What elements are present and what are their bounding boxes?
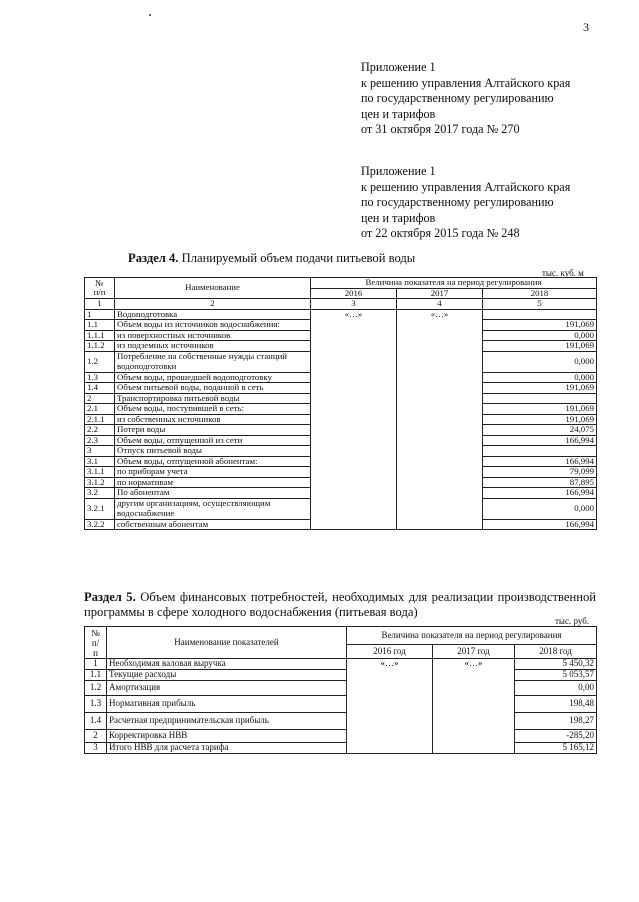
row-value-2018: 0,000 — [483, 330, 597, 341]
row-value-2018: 5 450,32 — [515, 659, 597, 670]
appendix-line: Приложение 1 — [361, 60, 436, 74]
row-name: Потребление на собственные нужды станций водоподготовки — [115, 351, 311, 372]
table-row — [85, 713, 597, 730]
row-name: Потери воды — [115, 425, 311, 436]
section5-title-number: Раздел 5. — [84, 590, 136, 604]
appendix-line: от 31 октября 2017 года № 270 — [361, 122, 520, 137]
section5-title-text: Объем финансовых потребностей, необходимых для реализации производственной программы в сфере холодного водоснабжения (питьевая вода) — [84, 590, 596, 619]
row-name: Амортизация — [107, 681, 347, 696]
row-num: 2.3 — [85, 435, 115, 446]
row-name: из поверхностных источников — [115, 330, 311, 341]
col-header-year: 2017 год — [433, 645, 515, 659]
appendix-line: цен и тарифов — [361, 210, 436, 225]
page-number: 3 — [583, 20, 589, 34]
row-name: из подземных источников — [115, 341, 311, 352]
row-value-2018: 166,994 — [483, 519, 597, 530]
row-value-2018 — [483, 393, 597, 404]
row-value-2018: 24,075 — [483, 425, 597, 436]
row-num: 3.1 — [85, 456, 115, 467]
row-name: Объем воды, отпущенной из сети — [115, 435, 311, 446]
row-value-2018: 0,00 — [515, 681, 597, 696]
row-value-2018: 166,994 — [483, 488, 597, 499]
row-num: 2 — [85, 730, 107, 743]
appendix-line: к решению управления Алтайского края — [361, 75, 571, 90]
row-value-2018: 5 053,57 — [515, 670, 597, 681]
row-num: 2.2 — [85, 425, 115, 436]
row-value-2018: 5 165,12 — [515, 743, 597, 754]
row-name: Необходимая валовая выручка — [107, 659, 347, 670]
row-name: Объем воды, прошедшей водоподготовку — [115, 372, 311, 383]
row-name: другим организациям, осуществляющим водоснабжение — [115, 498, 311, 519]
row-num: 1.1 — [85, 670, 107, 681]
value-2016-placeholder: «…» — [311, 309, 397, 530]
row-num: 1.3 — [85, 372, 115, 383]
row-name: Расчетная предпринимательская прибыль — [107, 713, 347, 730]
row-value-2018: 191,069 — [483, 383, 597, 394]
section4-title-text: Планируемый объем подачи питьевой воды — [178, 251, 416, 265]
row-value-2018: 0,000 — [483, 372, 597, 383]
row-value-2018: 79,099 — [483, 467, 597, 478]
col-header-year: 2016 — [311, 288, 397, 299]
row-value-2018: 198,27 — [515, 713, 597, 730]
row-num: 1 — [85, 659, 107, 670]
col-number: 5 — [483, 299, 597, 310]
row-num: 3.1.1 — [85, 467, 115, 478]
appendix-line: Приложение 1 — [361, 164, 436, 178]
row-value-2018: 191,069 — [483, 341, 597, 352]
row-value-2018: -285,20 — [515, 730, 597, 743]
row-num: 2.1.1 — [85, 414, 115, 425]
row-num: 3.2.2 — [85, 519, 115, 530]
col-header-num: № п/п — [85, 278, 115, 299]
row-name: по приборам учета — [115, 467, 311, 478]
appendix-line: к решению управления Алтайского края — [361, 179, 571, 194]
table-row — [85, 309, 597, 320]
row-num: 1.4 — [85, 713, 107, 730]
row-value-2018: 191,069 — [483, 404, 597, 415]
row-name: Итого НВВ для расчета тарифа — [107, 743, 347, 754]
row-num: 3.1.2 — [85, 477, 115, 488]
scan-speck — [149, 14, 151, 16]
col-number: 3 — [311, 299, 397, 310]
col-header-year: 2017 — [397, 288, 483, 299]
col-number: 2 — [115, 299, 311, 310]
row-name: по нормативам — [115, 477, 311, 488]
col-header-year: 2016 год — [347, 645, 433, 659]
appendix-line: по государственному регулированию — [361, 195, 554, 210]
row-num: 1 — [85, 309, 115, 320]
row-value-2018: 198,48 — [515, 696, 597, 713]
row-value-2018: 87,895 — [483, 477, 597, 488]
section4-title-number: Раздел 4. — [128, 251, 179, 265]
col-header-name: Наименование — [115, 278, 311, 299]
row-name: Отпуск питьевой воды — [115, 446, 311, 457]
row-name: Объем воды из источников водоснабжения: — [115, 320, 311, 331]
row-name: собственным абонентам — [115, 519, 311, 530]
row-name: По абонентам — [115, 488, 311, 499]
row-value-2018: 166,994 — [483, 435, 597, 446]
row-name: из собственных источников — [115, 414, 311, 425]
row-name: Водоподготовка — [115, 309, 311, 320]
row-num: 3 — [85, 446, 115, 457]
section5-unit: тыс. руб. — [555, 616, 590, 626]
row-name: Текущие расходы — [107, 670, 347, 681]
table-row — [85, 730, 597, 743]
section5-table — [84, 626, 597, 754]
row-num: 3.2.1 — [85, 498, 115, 519]
row-value-2018: 191,069 — [483, 414, 597, 425]
value-2016-placeholder: «…» — [347, 659, 433, 754]
row-num: 1.1 — [85, 320, 115, 331]
table-row — [85, 670, 597, 681]
row-value-2018: 166,994 — [483, 456, 597, 467]
row-name: Корректировка НВВ — [107, 730, 347, 743]
row-value-2018: 0,000 — [483, 351, 597, 372]
section4-unit: тыс. куб. м — [542, 268, 584, 278]
row-value-2018: 191,069 — [483, 320, 597, 331]
row-num: 1.4 — [85, 383, 115, 394]
row-num: 3.2 — [85, 488, 115, 499]
row-value-2018 — [483, 309, 597, 320]
row-name: Нормативная прибыль — [107, 696, 347, 713]
section4-title — [128, 251, 415, 266]
row-num: 2 — [85, 393, 115, 404]
appendix-block-2015 — [361, 164, 570, 242]
row-value-2018: 0,000 — [483, 498, 597, 519]
table-row — [85, 681, 597, 696]
row-value-2018 — [483, 446, 597, 457]
row-name: Объем питьевой воды, поданной в сеть — [115, 383, 311, 394]
value-2017-placeholder: «…» — [397, 309, 483, 530]
col-header-name: Наименование показателей — [107, 627, 347, 659]
appendix-line: по государственному регулированию — [361, 91, 554, 106]
table-row — [85, 696, 597, 713]
value-2017-placeholder: «…» — [433, 659, 515, 754]
col-header-num: № п/ п — [85, 627, 107, 659]
row-num: 1.2 — [85, 351, 115, 372]
appendix-line: цен и тарифов — [361, 106, 436, 121]
col-header-period: Величина показателя на период регулирования — [311, 278, 597, 289]
table-row — [85, 743, 597, 754]
row-num: 1.1.1 — [85, 330, 115, 341]
table-row — [85, 659, 597, 670]
row-name: Объем воды, отпущенной абонентам: — [115, 456, 311, 467]
col-number: 4 — [397, 299, 483, 310]
appendix-block-2017 — [361, 60, 570, 138]
col-number: 1 — [85, 299, 115, 310]
col-header-year: 2018 год — [515, 645, 597, 659]
appendix-line: от 22 октября 2015 года № 248 — [361, 226, 520, 241]
row-num: 1.1.2 — [85, 341, 115, 352]
row-num: 3 — [85, 743, 107, 754]
row-name: Транспортировка питьевой воды — [115, 393, 311, 404]
row-num: 2.1 — [85, 404, 115, 415]
col-header-year: 2018 — [483, 288, 597, 299]
col-header-period: Величина показателя на период регулирования — [347, 627, 597, 645]
row-name: Объем воды, поступившей в сеть: — [115, 404, 311, 415]
row-num: 1.2 — [85, 681, 107, 696]
row-num: 1.3 — [85, 696, 107, 713]
section4-table — [84, 277, 597, 530]
section5-title — [84, 590, 596, 620]
